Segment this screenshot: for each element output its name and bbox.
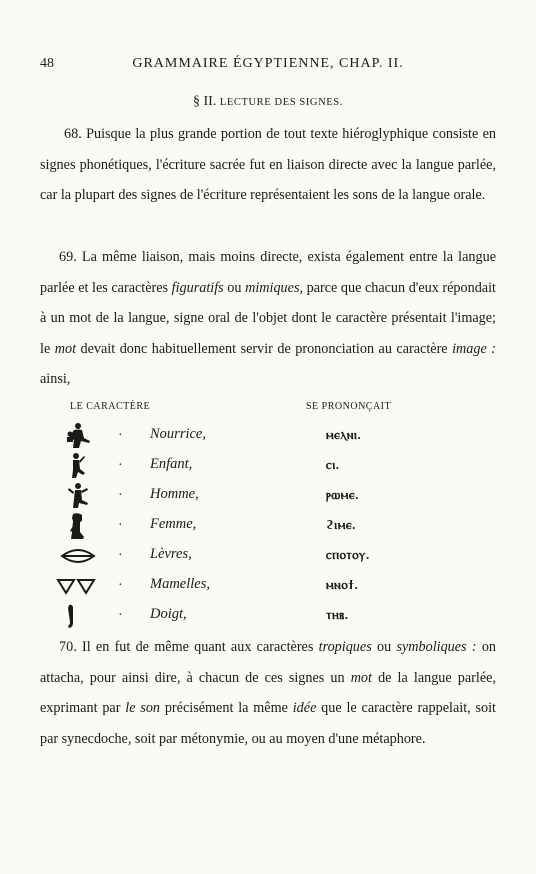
- text-run: 70. Il en fut de même quant aux caractères: [59, 639, 319, 655]
- word-label: Nourrice,: [150, 426, 206, 442]
- page-header: [40, 56, 496, 74]
- paragraph-70: [40, 632, 496, 754]
- leader-dot: ·: [118, 428, 123, 443]
- section-title: LECTURE DES SIGNES.: [219, 97, 343, 108]
- finger-hieroglyph-icon: [56, 602, 100, 630]
- italic-run: figuratifs: [171, 279, 224, 296]
- coptic-word: ⲙⲉⲗⲛⲓ.: [326, 427, 362, 442]
- italic-run: symboliques :: [396, 639, 477, 655]
- coptic-word: ⲧⲏⲃ.: [326, 607, 349, 622]
- italic-run: image :: [452, 340, 497, 357]
- word-label: Femme,: [150, 516, 197, 532]
- child-hieroglyph-icon: [56, 452, 100, 480]
- italic-run: tropiques: [318, 639, 372, 655]
- text-run: devait donc habituellement servir de prononciation au caractère: [76, 340, 453, 357]
- italic-run: mimiques,: [245, 279, 304, 296]
- table-row: [0, 602, 536, 630]
- text-run: ou: [223, 279, 246, 296]
- coptic-word: ϩⲓⲙⲉ.: [326, 517, 356, 532]
- leader-dot: ·: [118, 608, 123, 623]
- table-row: [0, 512, 536, 540]
- word-label: Homme,: [150, 486, 199, 502]
- coptic-word: ⲥⲓ.: [326, 457, 340, 472]
- word-label: Lèvres,: [150, 546, 192, 562]
- text-run: de la langue parlée, exprimant par: [40, 669, 496, 717]
- man-hieroglyph-icon: [56, 482, 100, 510]
- word-label: Enfant,: [150, 456, 193, 472]
- breasts-hieroglyph-icon: [56, 572, 100, 600]
- text-run: précisément la même: [160, 700, 293, 717]
- italic-run: le son: [125, 700, 161, 717]
- text-run: ainsi,: [40, 371, 71, 388]
- table-row: [0, 572, 536, 600]
- text-run: 69. La même liaison, mais moins directe, exista également entre la langue parlée et les caractères: [40, 249, 496, 296]
- leader-dot: ·: [118, 488, 123, 503]
- table-row: [0, 422, 536, 450]
- word-label: Mamelles,: [150, 576, 210, 592]
- text-run: ou: [371, 639, 397, 655]
- paragraph-68: 68. Puisque la plus grande portion de tout texte hiéroglyphique consiste en signes phonétiques, l'écriture sacrée fut en liaison directe avec la langue parlée, car la plupart des signes de l'écriture représentaient les sons de la langue orale.: [40, 126, 496, 204]
- section-heading: [0, 94, 536, 110]
- italic-run: mot: [54, 340, 77, 357]
- text-run: on attacha, pour ainsi dire, à chacun de ces signes un: [40, 639, 497, 686]
- lips-hieroglyph-icon: [56, 542, 100, 570]
- section-number: § II.: [193, 94, 217, 109]
- text-run: que le caractère rappelait, soit par synecdoche, soit par métonymie, ou au moyen d'une métaphore.: [40, 700, 497, 747]
- table-row: [0, 542, 536, 570]
- column-header-pronunciation: SE PRONONÇAIT: [306, 401, 392, 412]
- italic-run: idée: [292, 700, 317, 717]
- table-row: [0, 452, 536, 480]
- leader-dot: ·: [118, 518, 123, 533]
- table-row: [0, 482, 536, 510]
- coptic-word: ⲥⲡⲟⲧⲟⲩ.: [326, 547, 370, 562]
- leader-dot: ·: [118, 578, 123, 593]
- coptic-word: ⲣⲱⲙⲉ.: [326, 487, 359, 502]
- text-run: parce que chacun d'eux répondait à un mot de la langue, signe oral de l'objet dont le caractère présentait l'image; le: [40, 279, 496, 357]
- leader-dot: ·: [118, 548, 123, 563]
- column-header-character: LE CARACTÈRE: [70, 401, 151, 412]
- italic-run: mot: [350, 669, 372, 686]
- word-label: Doigt,: [150, 606, 187, 622]
- paragraph-69: [40, 242, 496, 395]
- leader-dot: ·: [118, 458, 123, 473]
- page-number: 48: [40, 56, 54, 71]
- running-title: GRAMMAIRE ÉGYPTIENNE, CHAP. II.: [132, 56, 404, 71]
- coptic-word: ⲙⲛⲟϯ.: [326, 577, 359, 592]
- woman-hieroglyph-icon: [56, 512, 100, 540]
- nurse-hieroglyph-icon: [56, 422, 100, 450]
